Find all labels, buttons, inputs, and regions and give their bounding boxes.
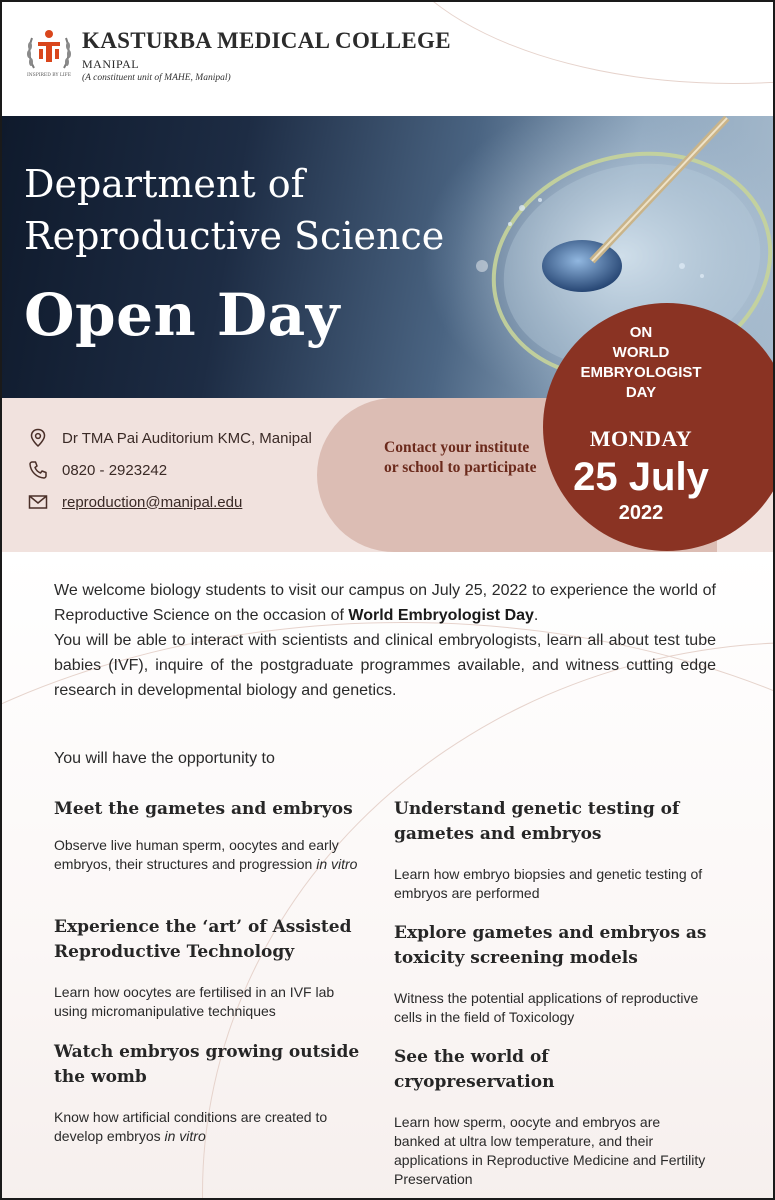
opportunity-desc: Learn how sperm, oocyte and embryos are banked at ultra low temperature, and their applications in Reproductive Medicine and Fertility Preservation (394, 1114, 706, 1187)
opportunity-title: Understand genetic testing of gametes and embryos (394, 799, 680, 844)
opportunity-desc: Learn how embryo biopsies and genetic testing of embryos are performed (394, 866, 703, 901)
mail-icon (28, 492, 48, 512)
opportunity-desc: Learn how oocytes are fertilised in an IVF lab using micromanipulative techniques (54, 984, 335, 1019)
header (2, 2, 775, 116)
opportunity-title: Watch embryos growing outside the womb (54, 1042, 360, 1087)
opportunity-title: Explore gametes and embryos as toxicity screening models (394, 923, 707, 968)
phone-text: 0820 - 2923242 (62, 461, 168, 479)
opportunity-item (54, 915, 369, 1021)
campus-name: MANIPAL (82, 57, 140, 71)
venue-text: Dr TMA Pai Auditorium KMC, Manipal (62, 429, 312, 447)
opportunity-item (394, 1045, 709, 1189)
opportunity-item (394, 921, 709, 1027)
opportunity-title: Experience the ‘art’ of Assisted Reproductive Technology (54, 917, 352, 962)
phone-row (28, 459, 167, 481)
phone-icon (28, 460, 48, 480)
contact-note: Contact your institute or school to participate (384, 439, 537, 476)
opportunity-heading: You will have the opportunity to (54, 750, 275, 767)
intro-bold: World Embryologist Day (348, 607, 534, 624)
college-logo (24, 24, 74, 80)
logo-motto: INSPIRED BY LIFE (26, 73, 72, 78)
opportunity-desc: Witness the potential applications of reproductive cells in the field of Toxicology (394, 990, 699, 1025)
opportunity-title: Meet the gametes and embryos (54, 799, 353, 819)
department-line-2: Reproductive Science (24, 214, 445, 258)
venue-row (28, 427, 312, 449)
opportunity-desc: Know how artificial conditions are created to develop embryos in vitro (54, 1109, 328, 1144)
event-title: Open Day (24, 281, 340, 349)
intro-part-3: You will be able to interact with scientists and clinical embryologists, learn all about test tube babies (IVF), inquire of the postgraduate programmes available, and witness cutting edge research in developmental biology and genetics. (54, 632, 716, 699)
badge-year: 2022 (618, 502, 664, 524)
intro-part-1: We welcome biology students to visit our campus on July 25, 2022 to experience the world of Reproductive Science on the occasion of (54, 582, 716, 624)
badge-date: 25 July (573, 455, 709, 499)
email-link[interactable]: reproduction@manipal.edu (62, 493, 243, 511)
opportunity-item (54, 797, 369, 874)
opportunity-title: See the world of cryopreservation (394, 1047, 555, 1092)
date-badge (543, 303, 775, 551)
college-name: KASTURBA MEDICAL COLLEGE (82, 28, 451, 53)
email-row (28, 491, 242, 513)
department-title (24, 158, 444, 262)
location-pin-icon (28, 428, 48, 448)
department-line-1: Department of (24, 162, 305, 206)
badge-weekday: MONDAY (589, 426, 693, 451)
opportunity-item (54, 1040, 369, 1146)
constituent-note: (A constituent unit of MAHE, Manipal) (82, 73, 231, 83)
intro-paragraph (54, 578, 716, 703)
opportunity-item (394, 797, 709, 903)
badge-occasion: ON WORLD EMBRYOLOGIST DAY (580, 324, 702, 401)
intro-part-2: . (533, 607, 539, 624)
opportunity-desc: Observe live human sperm, oocytes and early embryos, their structures and progression in vitro (54, 837, 358, 872)
